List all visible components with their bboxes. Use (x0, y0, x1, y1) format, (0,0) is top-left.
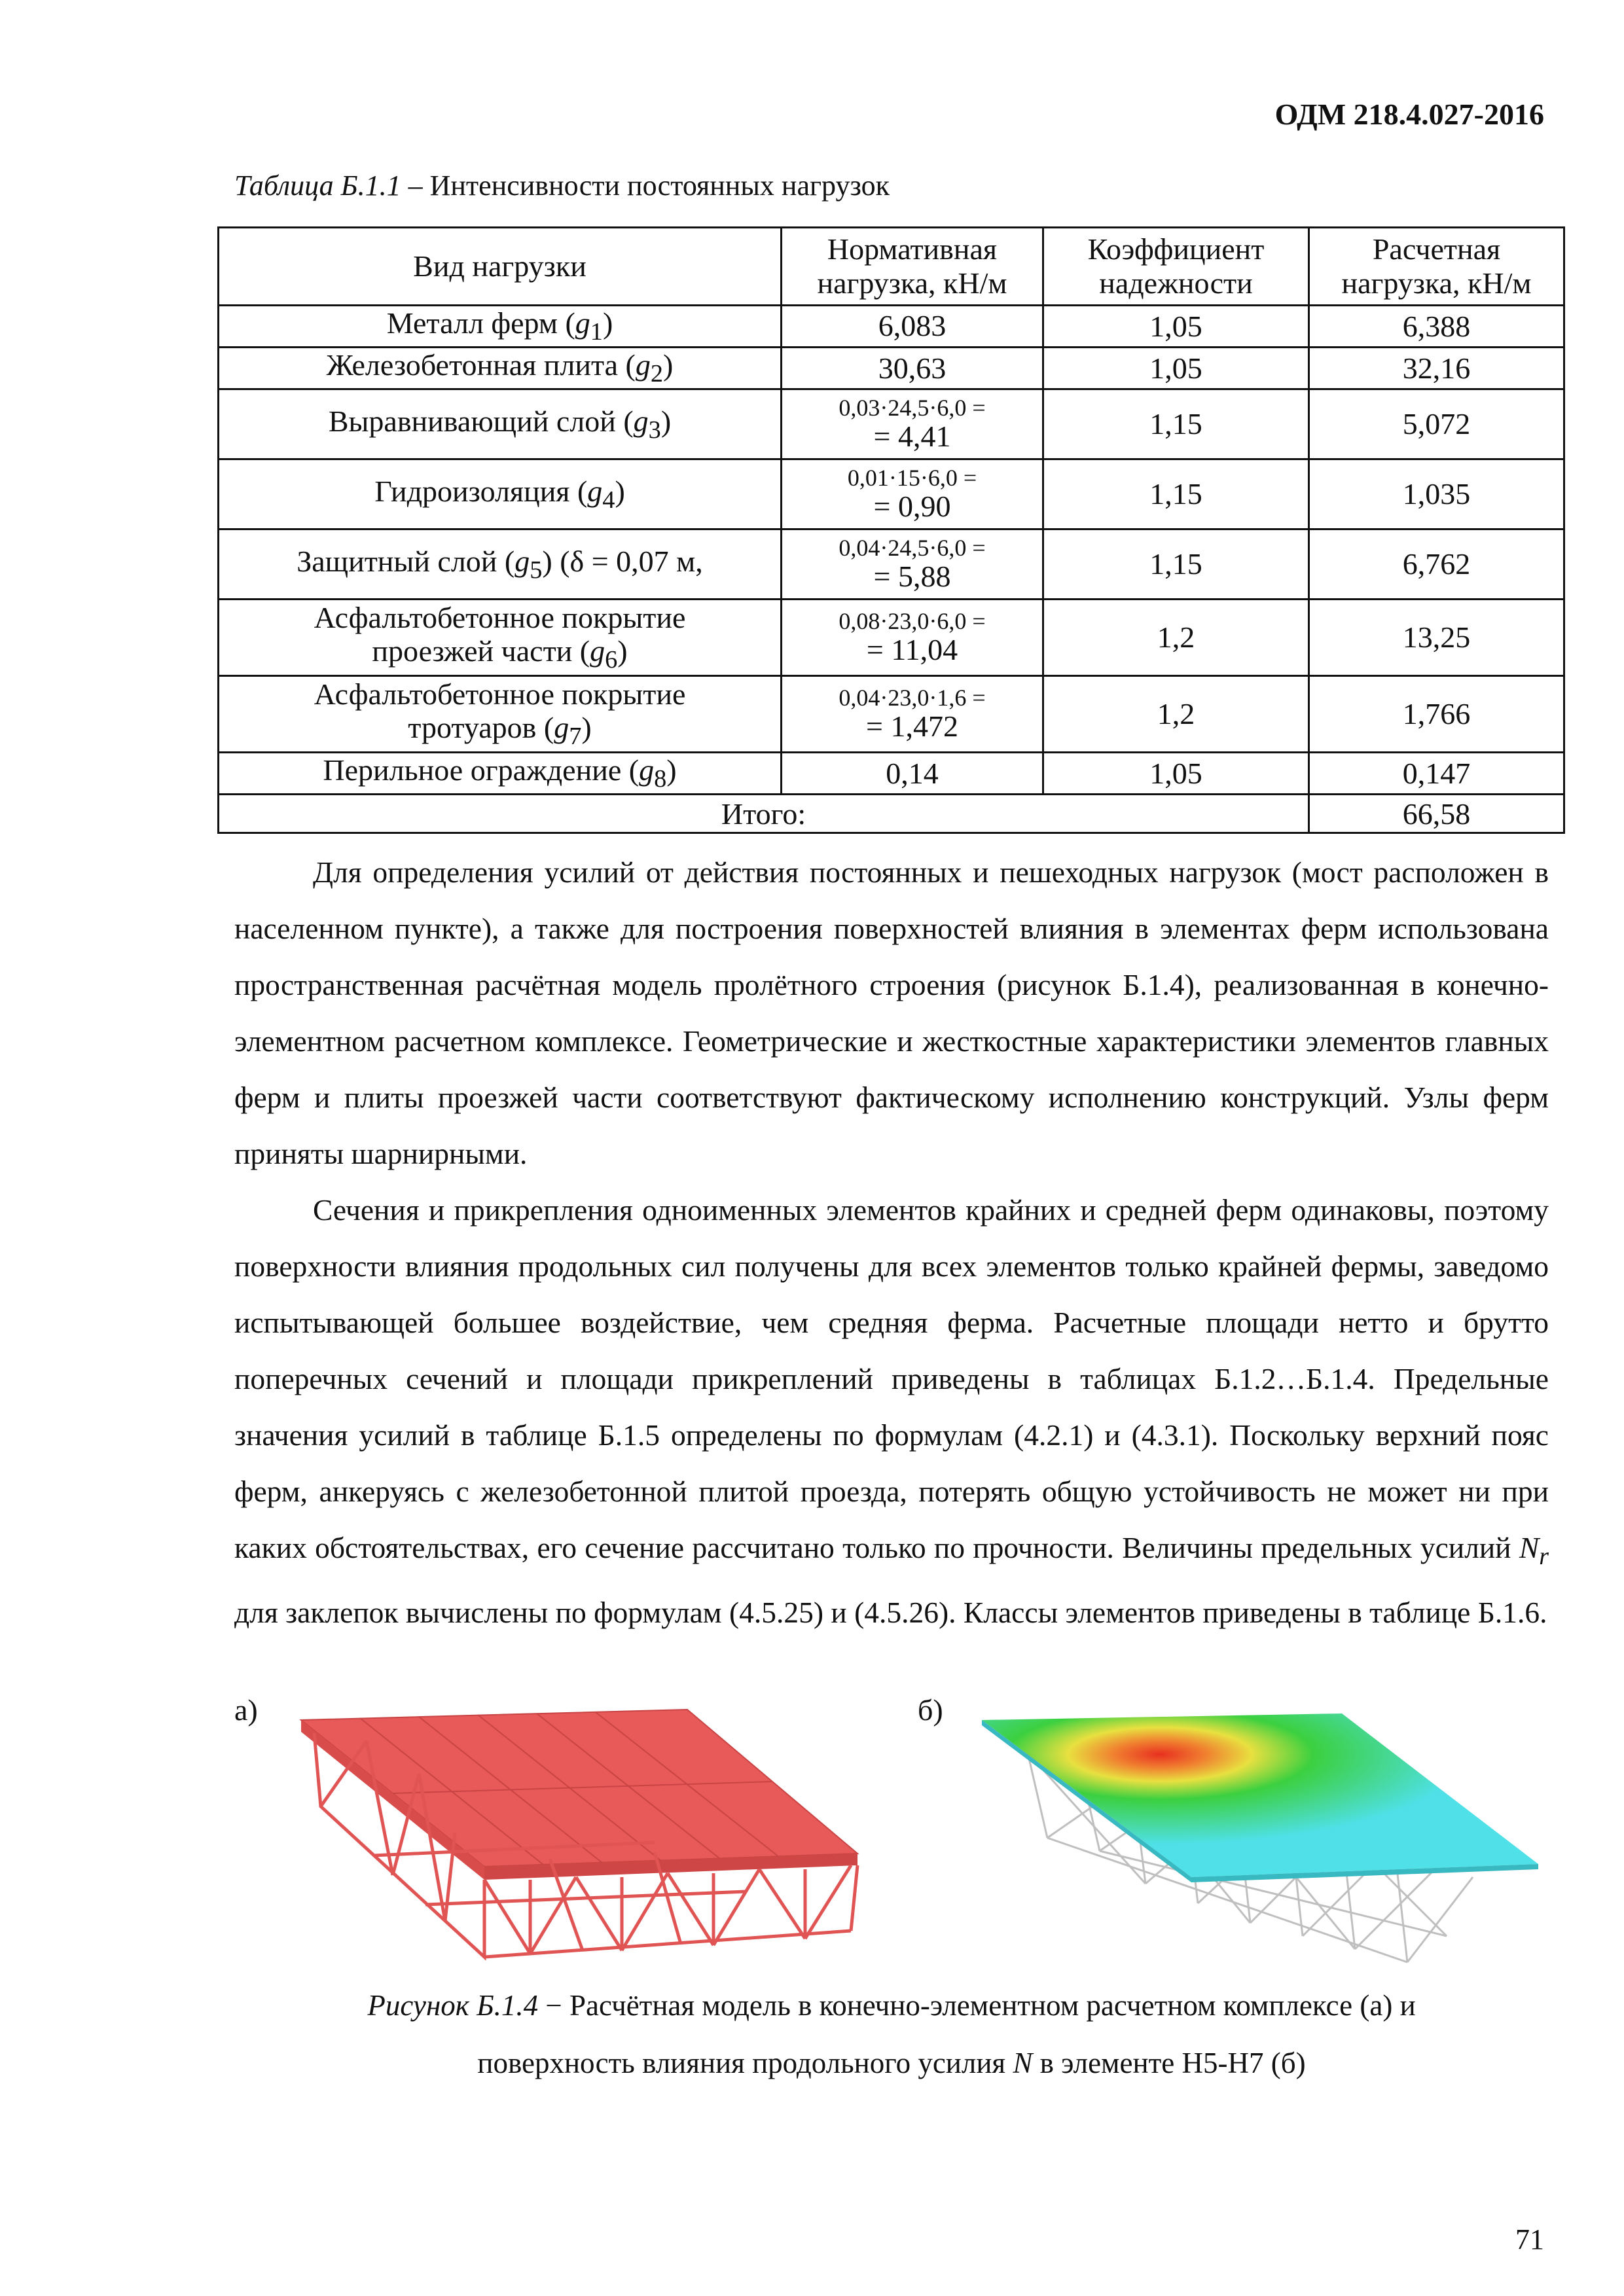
cell-coefficient: 1,2 (1043, 600, 1309, 676)
paragraph-2-subscript: r (1539, 1543, 1549, 1571)
load-type-tail: ) (602, 306, 613, 340)
figure-caption-label: Рисунок Б.1.4 (367, 1989, 539, 2022)
load-type-symbol: g (590, 634, 605, 668)
load-type-tail: ) (615, 474, 625, 508)
normative-value: = 4,41 (873, 419, 951, 453)
table-total-row (219, 795, 1564, 833)
paragraph-2-symbol: N (1519, 1531, 1540, 1564)
normative-value: 6,083 (878, 309, 947, 343)
table-row (219, 306, 1564, 348)
table-row (219, 348, 1564, 389)
cell-coefficient: 1,05 (1043, 348, 1309, 389)
cell-coefficient: 1,05 (1043, 753, 1309, 795)
table-header-row (219, 228, 1564, 306)
cell-normative (782, 306, 1043, 348)
cell-calculated: 6,762 (1309, 529, 1564, 600)
page-number: 71 (1515, 2223, 1544, 2255)
load-type-subscript: 8 (654, 765, 667, 793)
load-type-subscript: 6 (605, 646, 618, 674)
load-type-subscript: 3 (648, 416, 661, 444)
cell-load-type (219, 389, 782, 459)
table-row (219, 600, 1564, 676)
load-type-tail: ) (581, 711, 592, 745)
table-row (219, 676, 1564, 753)
load-type-text: Перильное ограждение ( (323, 753, 640, 787)
load-type-text: Металл ферм ( (386, 306, 575, 340)
figure-caption (234, 1977, 1549, 2092)
normative-value: = 1,472 (866, 709, 958, 743)
cell-calculated: 5,072 (1309, 389, 1564, 459)
loads-table (217, 226, 1565, 834)
load-type-symbol: g (554, 711, 569, 745)
document-code: ОДМ 218.4.027-2016 (1274, 98, 1544, 131)
load-type-tail: ) (660, 404, 672, 438)
load-type-symbol: g (633, 404, 649, 438)
paragraph-2-text-b: для заклепок вычислены по формулам (4.5.25) и (4.5.26). Классы элементов приведены в таблице Б.1.6. (234, 1596, 1547, 1630)
load-type-tail: ) (663, 348, 674, 382)
load-type-tail: ) (δ = 0,07 м, (542, 544, 703, 578)
cell-load-type (219, 600, 782, 676)
header-normative: Нормативная нагрузка, кН/м (782, 228, 1043, 306)
load-type-symbol: g (639, 753, 655, 787)
cell-load-type (219, 459, 782, 529)
normative-formula: 0,04·24,5·6,0 = (839, 535, 986, 562)
load-type-text: Защитный слой ( (297, 544, 515, 578)
cell-coefficient: 1,2 (1043, 676, 1309, 753)
load-type-text: проезжей части ( (372, 634, 590, 668)
cell-normative (782, 600, 1043, 676)
load-type-symbol: g (575, 306, 590, 340)
figure-caption-text-1: − Расчётная модель в конечно-элементном расчетном комплексе (а) и (538, 1989, 1416, 2022)
load-type-subscript: 1 (590, 318, 603, 346)
normative-formula: 0,08·23,0·6,0 = (839, 608, 986, 635)
table-row (219, 459, 1564, 529)
load-type-symbol: g (514, 544, 530, 578)
cell-coefficient: 1,15 (1043, 459, 1309, 529)
load-type-line1: Асфальтобетонное покрытие (314, 600, 686, 634)
load-type-subscript: 2 (650, 360, 664, 388)
cell-load-type (219, 676, 782, 753)
normative-formula: 0,04·23,0·1,6 = (839, 685, 986, 711)
influence-surface (982, 1713, 1538, 1882)
paragraph-2 (234, 1182, 1549, 1641)
normative-value: = 5,88 (873, 559, 951, 593)
figure-caption-text-2a: поверхность влияния продольного усилия (477, 2047, 1013, 2079)
total-label: Итого: (219, 795, 1309, 833)
table-row (219, 389, 1564, 459)
load-type-text: Железобетонная плита ( (326, 348, 636, 382)
table-body (219, 306, 1564, 833)
cell-load-type (219, 529, 782, 600)
cell-normative (782, 389, 1043, 459)
paragraph-2-text-a: Сечения и прикрепления одноименных элементов крайних и средней ферм одинаковы, поэтому поверхности влияния продольных сил получены для всех элементов только крайней фермы, заведомо испытывающей большее воздействие, чем средняя ферма. Расчетные площади нетто и брутто поперечных сечений и площади прикреплений приведены в таблицах Б.1.2…Б.1.4. Предельные значения усилий в таблице Б.1.5 определены по формулам (4.2.1) и (4.3.1). Поскольку верхний пояс ферм, анкеруясь с железобетонной плитой проезда, потерять общую устойчивость не может ни при каких обстоятельствах, его сечение рассчитано только по прочности. Величины предельных усилий (234, 1193, 1549, 1564)
load-type-symbol: g (587, 474, 603, 508)
paragraph-1: Для определения усилий от действия постоянных и пешеходных нагрузок (мост расположен в населенном пункте), а также для построения поверхностей влияния в элементах ферм использована пространственная расчётная модель пролётного строения (рисунок Б.1.4), реализованная в конечно-элементном расчетном комплексе. Геометрические и жесткостные характеристики элементов главных ферм и плиты проезжей части соответствуют фактическому исполнению конструкций. Узлы ферм приняты шарнирными. (234, 855, 1549, 1170)
figure-label-b: б) (918, 1693, 943, 1727)
cell-coefficient: 1,15 (1043, 529, 1309, 600)
total-value: 66,58 (1309, 795, 1564, 833)
header-load-type: Вид нагрузки (219, 228, 782, 306)
header-coefficient: Коэффициент надежности (1043, 228, 1309, 306)
table-row (219, 529, 1564, 600)
cell-load-type (219, 348, 782, 389)
load-type-tail: ) (617, 634, 628, 668)
cell-calculated: 6,388 (1309, 306, 1564, 348)
table-caption-label: Таблица Б.1.1 (234, 170, 401, 202)
cell-load-type (219, 753, 782, 795)
cell-calculated: 13,25 (1309, 600, 1564, 676)
table-row (219, 753, 1564, 795)
cell-calculated: 32,16 (1309, 348, 1564, 389)
normative-formula: 0,01·15·6,0 = (847, 465, 977, 492)
figure-caption-symbol: N (1013, 2047, 1033, 2079)
cell-normative (782, 459, 1043, 529)
load-type-text: Гидроизоляция ( (374, 474, 588, 508)
truss-model-image (288, 1702, 864, 1977)
load-type-text: тротуаров ( (408, 711, 554, 745)
cell-calculated: 1,035 (1309, 459, 1564, 529)
cell-coefficient: 1,15 (1043, 389, 1309, 459)
table-caption (234, 169, 890, 202)
header-calculated: Расчетная нагрузка, кН/м (1309, 228, 1564, 306)
cell-normative (782, 676, 1043, 753)
load-type-symbol: g (635, 348, 651, 382)
cell-normative (782, 753, 1043, 795)
load-type-subscript: 5 (530, 556, 543, 584)
load-type-tail: ) (666, 753, 677, 787)
figure-caption-text-2b: в элементе Н5-Н7 (б) (1032, 2047, 1306, 2079)
normative-value: 30,63 (878, 351, 947, 385)
cell-coefficient: 1,05 (1043, 306, 1309, 348)
influence-surface-image (975, 1713, 1545, 1975)
load-type-text: Выравнивающий слой ( (328, 404, 634, 438)
load-type-subscript: 4 (602, 486, 615, 514)
cell-normative (782, 529, 1043, 600)
figure-label-a: а) (234, 1693, 258, 1727)
cell-calculated: 1,766 (1309, 676, 1564, 753)
normative-value: 0,14 (886, 756, 939, 790)
normative-formula: 0,03·24,5·6,0 = (839, 395, 986, 422)
table-caption-text: – Интенсивности постоянных нагрузок (401, 170, 890, 202)
cell-load-type (219, 306, 782, 348)
load-type-line1: Асфальтобетонное покрытие (314, 677, 686, 711)
cell-calculated: 0,147 (1309, 753, 1564, 795)
load-type-subscript: 7 (569, 723, 582, 751)
normative-value: = 11,04 (866, 632, 958, 666)
normative-value: = 0,90 (873, 489, 951, 523)
cell-normative (782, 348, 1043, 389)
